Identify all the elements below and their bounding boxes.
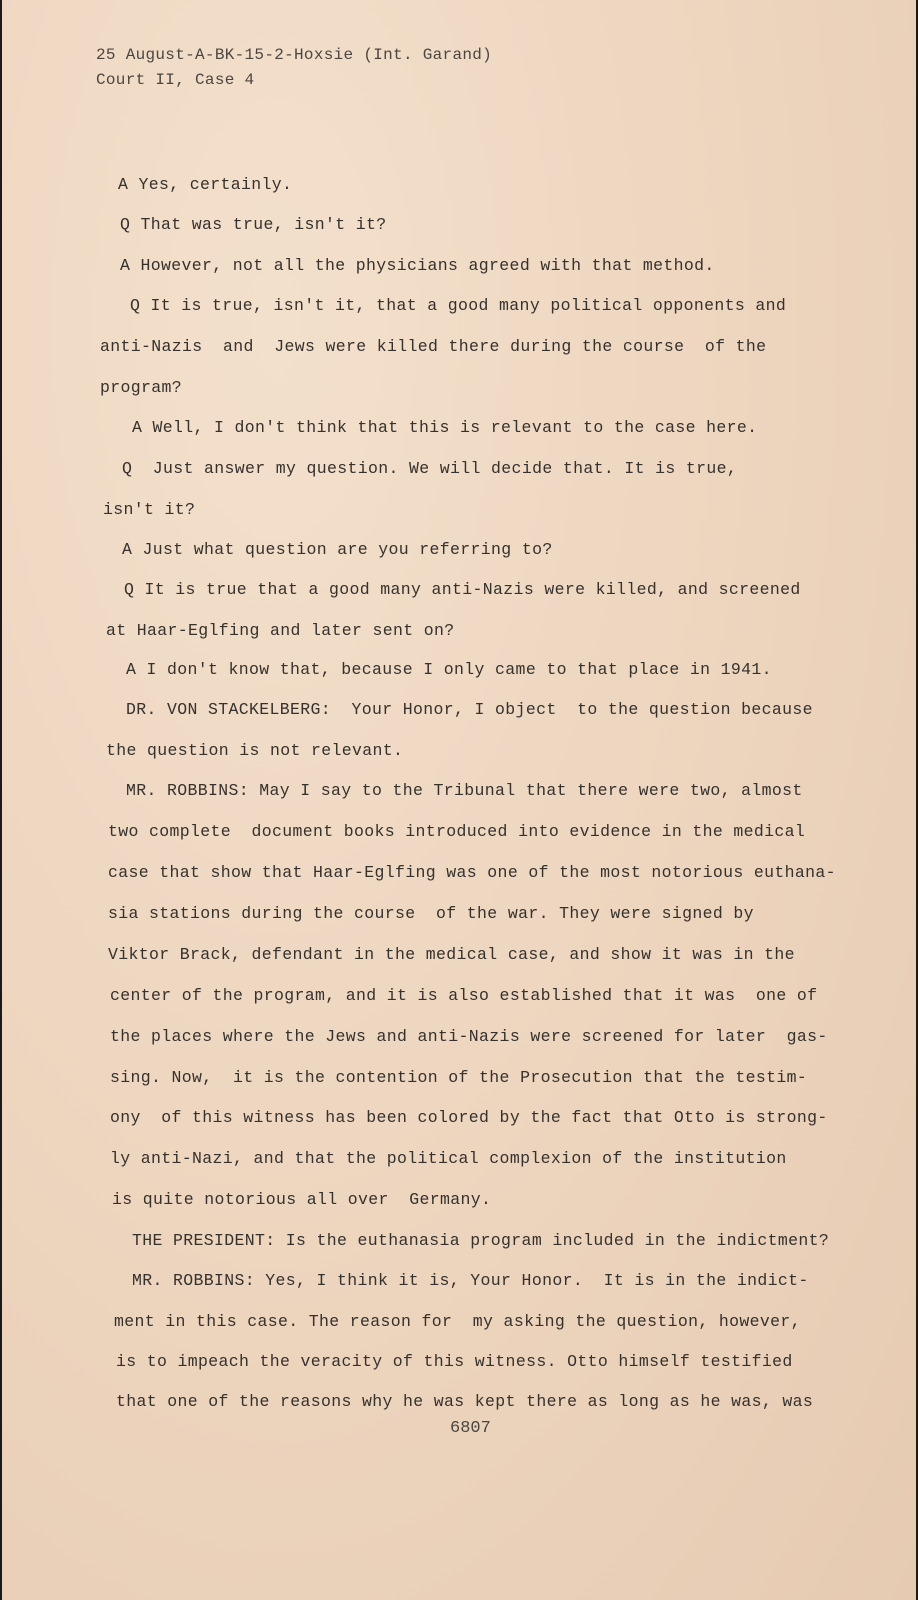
transcript-line: sing. Now, it is the contention of the Prosecution that the testim- [110,1068,808,1087]
page-number: 6807 [450,1419,491,1438]
transcript-line: A I don't know that, because I only came to that place in 1941. [126,660,772,679]
transcript-line: isn't it? [103,500,196,519]
transcript-line: at Haar-Eglfing and later sent on? [106,621,455,640]
transcript-line: MR. ROBBINS: May I say to the Tribunal that there were two, almost [126,781,803,800]
transcript-line: Viktor Brack, defendant in the medical case, and show it was in the [108,945,795,964]
transcript-line: center of the program, and it is also established that it was one of [110,986,818,1005]
transcript-line: DR. VON STACKELBERG: Your Honor, I object to the question because [126,700,813,719]
transcript-line: the places where the Jews and anti-Nazis were screened for later gas- [110,1027,828,1046]
transcript-line: ony of this witness has been colored by the fact that Otto is strong- [110,1108,828,1127]
transcript-line: A However, not all the physicians agreed with that method. [120,256,715,275]
transcript-line: that one of the reasons why he was kept there as long as he was, was [116,1392,814,1411]
transcript-line: is quite notorious all over Germany. [112,1190,492,1209]
transcript-line: Q It is true that a good many anti-Nazis were killed, and screened [124,580,801,599]
transcript-line: anti-Nazis and Jews were killed there during the course of the [100,337,767,356]
transcript-line: ment in this case. The reason for my asking the question, however, [114,1312,801,1331]
transcript-line: A Yes, certainly. [118,175,293,194]
transcript-line: Q That was true, isn't it? [120,215,387,234]
transcript-line: A Well, I don't think that this is relevant to the case here. [132,418,758,437]
transcript-line: two complete document books introduced into evidence in the medical [108,822,806,841]
transcript-line: ly anti-Nazi, and that the political complexion of the institution [110,1149,787,1168]
transcript-line: A Just what question are you referring to? [122,540,553,559]
transcript-page [2,0,916,1600]
transcript-line: sia stations during the course of the war. They were signed by [108,904,754,923]
transcript-line: Q Just answer my question. We will decide that. It is true, [122,459,738,478]
transcript-line: program? [100,378,183,397]
header-line-2: Court II, Case 4 [96,71,255,89]
transcript-line: case that show that Haar-Eglfing was one of the most notorious euthana- [108,863,836,882]
transcript-line: is to impeach the veracity of this witness. Otto himself testified [116,1352,793,1371]
transcript-line: MR. ROBBINS: Yes, I think it is, Your Honor. It is in the indict- [132,1271,809,1290]
header-line-1: 25 August-A-BK-15-2-Hoxsie (Int. Garand) [96,46,493,64]
transcript-line: the question is not relevant. [106,741,404,760]
transcript-line: Q It is true, isn't it, that a good many political opponents and [130,296,787,315]
transcript-line: THE PRESIDENT: Is the euthanasia program included in the indictment? [132,1231,830,1250]
